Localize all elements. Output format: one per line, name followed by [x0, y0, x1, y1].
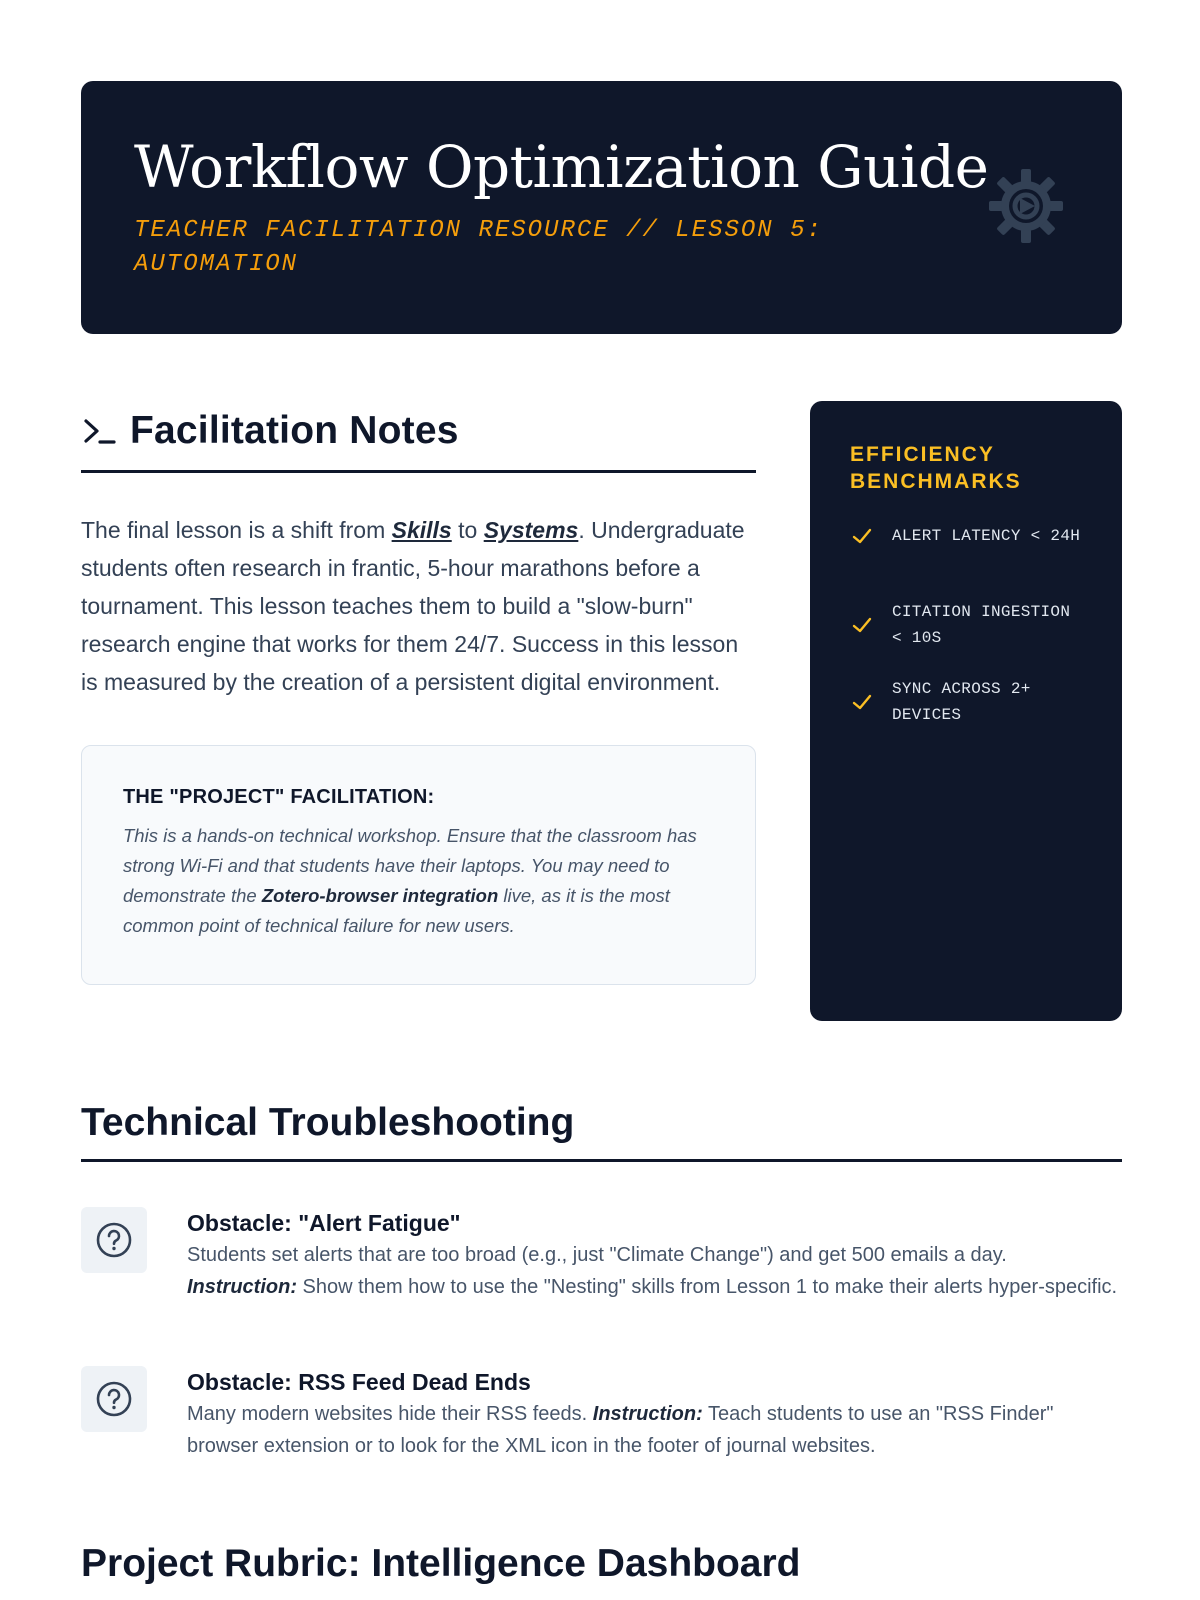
benchmark-text: ALERT LATENCY < 24H — [892, 527, 1081, 545]
page-title: Workflow Optimization Guide — [134, 133, 989, 201]
notes-rest-text: . Undergraduate students often research in frantic, 5-hour marathons before a tournament. This lesson teaches them to build a "slow-burn" research engine that works for them 24/7. Success in this lesson is measured by the creation of a persistent digital environment. — [81, 517, 745, 695]
check-icon — [850, 613, 874, 637]
facilitation-notes-section — [81, 401, 756, 985]
check-icon — [850, 524, 874, 548]
callout-title: THE "PROJECT" FACILITATION: — [123, 786, 435, 808]
callout-text-a: This is a hands-on technical workshop. Ensure that the classroom has strong Wi-Fi and that students have their laptops. You may need to demonstrate the — [123, 825, 697, 906]
obstacle-text — [187, 1239, 1122, 1303]
gear-icon — [989, 169, 1063, 243]
obstacle-body — [187, 1366, 1122, 1462]
question-circle-icon — [95, 1221, 133, 1259]
terminal-prompt-icon — [83, 414, 117, 448]
rubric-heading: Project Rubric: Intelligence Dashboard — [81, 1542, 801, 1585]
callout-bold-text: Zotero-browser integration — [261, 885, 499, 906]
facilitation-notes-heading: Facilitation Notes — [130, 409, 459, 452]
obstacle-lead: Many modern websites hide their RSS feeds. — [187, 1403, 588, 1425]
benchmarks-title: EFFICIENCY BENCHMARKS — [850, 443, 1022, 493]
page — [81, 81, 1122, 1585]
skills-emphasis: Skills — [391, 517, 452, 543]
obstacle-text — [187, 1398, 1122, 1462]
instruction-label: Instruction: — [187, 1276, 297, 1298]
facilitation-notes-paragraph — [81, 511, 756, 701]
header-banner — [81, 81, 1122, 334]
project-facilitation-callout — [81, 745, 756, 985]
obstacle-instruction: Show them how to use the "Nesting" skills from Lesson 1 to make their alerts hyper-specific. — [297, 1276, 1118, 1298]
page-subtitle: TEACHER FACILITATION RESOURCE // LESSON 5: AUTOMATION — [134, 217, 823, 278]
benchmark-item — [850, 599, 1090, 651]
benchmark-text: CITATION INGESTION < 10S — [892, 603, 1071, 647]
notes-to-text: to — [451, 517, 484, 543]
obstacle-title: Obstacle: "Alert Fatigue" — [187, 1210, 461, 1236]
obstacle-icon-box — [81, 1207, 147, 1273]
efficiency-benchmarks-panel — [810, 401, 1122, 1021]
facilitation-notes-header — [81, 401, 756, 473]
troubleshooting-heading: Technical Troubleshooting — [81, 1101, 1122, 1162]
obstacle-icon-box — [81, 1366, 147, 1432]
obstacle-title: Obstacle: RSS Feed Dead Ends — [187, 1369, 531, 1395]
troubleshooting-section — [81, 1101, 1122, 1457]
question-circle-icon — [95, 1380, 133, 1418]
callout-body — [123, 821, 715, 941]
instruction-label: Instruction: — [592, 1403, 703, 1425]
obstacle-lead: Students set alerts that are too broad (e.g., just "Climate Change") and get 500 emails a day. — [187, 1244, 1007, 1266]
callout-text-b: live, as it is the most common point of technical failure for new users. — [123, 885, 670, 936]
benchmark-item — [850, 676, 1090, 728]
check-icon — [850, 690, 874, 714]
notes-intro-text: The final lesson is a shift from — [81, 517, 392, 543]
benchmark-item — [850, 523, 1090, 549]
obstacle-body — [187, 1207, 1122, 1303]
obstacle-instruction: Teach students to use an "RSS Finder" browser extension or to look for the XML icon in the footer of journal websites. — [187, 1403, 1054, 1457]
benchmark-text: SYNC ACROSS 2+ DEVICES — [892, 680, 1031, 724]
systems-emphasis: Systems — [483, 517, 579, 543]
